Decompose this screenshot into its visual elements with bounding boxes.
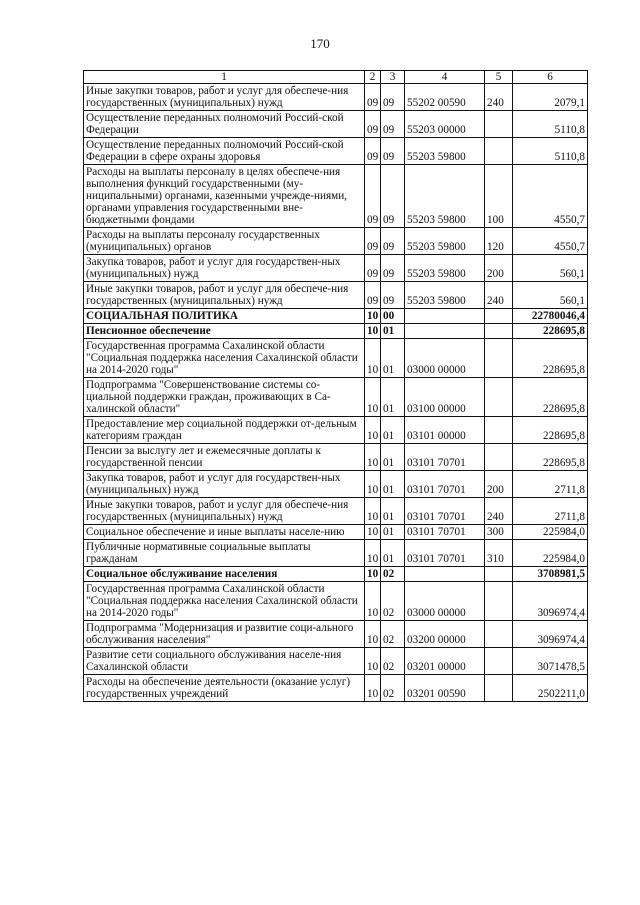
row-target-article: 55203 00000 [405, 111, 485, 138]
row-target-article: 03000 00000 [405, 339, 485, 378]
row-name: Социальное обеспечение и иные выплаты населе-нию [84, 525, 365, 540]
row-subsection: 09 [381, 111, 405, 138]
row-subsection: 02 [381, 675, 405, 702]
budget-table [83, 70, 588, 702]
table-row [84, 282, 588, 309]
table-row [84, 324, 588, 339]
row-subsection: 01 [381, 525, 405, 540]
row-expense-type [485, 675, 513, 702]
row-subsection: 09 [381, 138, 405, 165]
table-row [84, 540, 588, 567]
row-target-article: 55203 59800 [405, 165, 485, 228]
row-name: Предоставление мер социальной поддержки от-дельным категориям граждан [84, 417, 365, 444]
row-expense-type: 200 [485, 471, 513, 498]
row-subsection: 02 [381, 582, 405, 621]
table-row [84, 648, 588, 675]
row-target-article: 03101 70701 [405, 540, 485, 567]
row-section: 09 [365, 111, 381, 138]
row-name: Пенсионное обеспечение [84, 324, 365, 339]
row-amount: 4550,7 [513, 228, 588, 255]
table-row [84, 309, 588, 324]
row-section: 10 [365, 567, 381, 582]
row-expense-type [485, 648, 513, 675]
row-name: Развитие сети социального обслуживания населе-ния Сахалинской области [84, 648, 365, 675]
row-name: Публичные нормативные социальные выплаты гражданам [84, 540, 365, 567]
row-subsection: 00 [381, 309, 405, 324]
row-subsection: 02 [381, 648, 405, 675]
row-expense-type [485, 309, 513, 324]
row-expense-type [485, 324, 513, 339]
row-target-article: 03101 70701 [405, 498, 485, 525]
table-body [84, 84, 588, 702]
row-target-article [405, 567, 485, 582]
row-target-article: 55203 59800 [405, 138, 485, 165]
column-header-subsection: 3 [381, 71, 405, 84]
row-expense-type [485, 417, 513, 444]
row-amount: 228695,8 [513, 444, 588, 471]
table-row [84, 378, 588, 417]
row-name: Пенсии за выслугу лет и ежемесячные доплаты к государственной пенсии [84, 444, 365, 471]
column-header-expense-type: 5 [485, 71, 513, 84]
row-target-article: 55202 00590 [405, 84, 485, 111]
row-amount: 560,1 [513, 255, 588, 282]
row-section: 09 [365, 165, 381, 228]
row-amount: 5110,8 [513, 111, 588, 138]
row-name: Расходы на выплаты персоналу государственных (муниципальных) органов [84, 228, 365, 255]
row-name: Подпрограмма "Совершенствование системы со-циальной поддержки граждан, проживающих в Са-халинской области" [84, 378, 365, 417]
row-name: Закупка товаров, работ и услуг для государствен-ных (муниципальных) нужд [84, 255, 365, 282]
row-amount: 560,1 [513, 282, 588, 309]
row-amount: 2711,8 [513, 471, 588, 498]
row-target-article: 55203 59800 [405, 255, 485, 282]
table-row [84, 444, 588, 471]
row-name: Расходы на выплаты персоналу в целях обеспече-ния выполнения функций государственными (му-ниципальными) органами, казенными учрежде-ниями, органами управления государственными вне-бюджетными фондами [84, 165, 365, 228]
row-amount: 228695,8 [513, 417, 588, 444]
row-section: 09 [365, 282, 381, 309]
row-section: 10 [365, 525, 381, 540]
row-target-article: 55203 59800 [405, 228, 485, 255]
row-section: 10 [365, 582, 381, 621]
row-amount: 22780046,4 [513, 309, 588, 324]
row-expense-type: 300 [485, 525, 513, 540]
row-subsection: 01 [381, 378, 405, 417]
row-target-article: 03201 00000 [405, 648, 485, 675]
table-row [84, 582, 588, 621]
row-section: 10 [365, 648, 381, 675]
row-expense-type [485, 138, 513, 165]
row-amount: 4550,7 [513, 165, 588, 228]
row-target-article: 03101 70701 [405, 525, 485, 540]
row-section: 10 [365, 324, 381, 339]
row-subsection: 01 [381, 540, 405, 567]
row-target-article: 03100 00000 [405, 378, 485, 417]
row-expense-type: 200 [485, 255, 513, 282]
row-subsection: 02 [381, 621, 405, 648]
row-target-article [405, 324, 485, 339]
row-expense-type: 240 [485, 282, 513, 309]
row-target-article: 03200 00000 [405, 621, 485, 648]
row-name: Иные закупки товаров, работ и услуг для обеспече-ния государственных (муниципальных) нужд [84, 84, 365, 111]
row-section: 09 [365, 138, 381, 165]
row-subsection: 01 [381, 498, 405, 525]
row-target-article [405, 309, 485, 324]
row-section: 10 [365, 621, 381, 648]
row-subsection: 09 [381, 165, 405, 228]
row-amount: 228695,8 [513, 324, 588, 339]
column-header-name: 1 [84, 71, 365, 84]
row-name: Закупка товаров, работ и услуг для государствен-ных (муниципальных) нужд [84, 471, 365, 498]
row-section: 10 [365, 309, 381, 324]
row-section: 10 [365, 540, 381, 567]
row-target-article: 03201 00590 [405, 675, 485, 702]
table-row [84, 417, 588, 444]
row-subsection: 01 [381, 444, 405, 471]
row-subsection: 01 [381, 471, 405, 498]
row-subsection: 01 [381, 339, 405, 378]
row-section: 09 [365, 255, 381, 282]
row-amount: 3071478,5 [513, 648, 588, 675]
row-section: 10 [365, 471, 381, 498]
row-subsection: 09 [381, 228, 405, 255]
row-expense-type [485, 339, 513, 378]
row-target-article: 03101 70701 [405, 471, 485, 498]
row-name: Государственная программа Сахалинской области "Социальная поддержка населения Сахалинской области на 2014-2020 годы" [84, 582, 365, 621]
row-section: 10 [365, 378, 381, 417]
table-row [84, 339, 588, 378]
row-expense-type: 240 [485, 498, 513, 525]
row-subsection: 09 [381, 255, 405, 282]
column-header-amount: 6 [513, 71, 588, 84]
row-name: Осуществление переданных полномочий Россий-ской Федерации в сфере охраны здоровья [84, 138, 365, 165]
row-name: Осуществление переданных полномочий Россий-ской Федерации [84, 111, 365, 138]
row-expense-type: 310 [485, 540, 513, 567]
row-name: Социальное обслуживание населения [84, 567, 365, 582]
table-row [84, 138, 588, 165]
row-section: 10 [365, 339, 381, 378]
table-row [84, 255, 588, 282]
row-section: 10 [365, 417, 381, 444]
table-row [84, 165, 588, 228]
table-row [84, 471, 588, 498]
table-row [84, 498, 588, 525]
row-section: 10 [365, 444, 381, 471]
row-section: 10 [365, 675, 381, 702]
column-header-section: 2 [365, 71, 381, 84]
row-subsection: 09 [381, 282, 405, 309]
row-name: Иные закупки товаров, работ и услуг для обеспече-ния государственных (муниципальных) нужд [84, 498, 365, 525]
row-expense-type [485, 444, 513, 471]
row-amount: 2502211,0 [513, 675, 588, 702]
table-row [84, 567, 588, 582]
row-expense-type: 100 [485, 165, 513, 228]
row-target-article: 55203 59800 [405, 282, 485, 309]
row-amount: 228695,8 [513, 378, 588, 417]
row-section: 10 [365, 498, 381, 525]
row-amount: 228695,8 [513, 339, 588, 378]
row-expense-type [485, 567, 513, 582]
row-name: Иные закупки товаров, работ и услуг для обеспече-ния государственных (муниципальных) нужд [84, 282, 365, 309]
row-name: СОЦИАЛЬНАЯ ПОЛИТИКА [84, 309, 365, 324]
row-subsection: 09 [381, 84, 405, 111]
table-row [84, 621, 588, 648]
table-row [84, 84, 588, 111]
table-row [84, 111, 588, 138]
row-expense-type [485, 111, 513, 138]
row-amount: 225984,0 [513, 540, 588, 567]
table-header-row [84, 71, 588, 84]
row-target-article: 03101 70701 [405, 444, 485, 471]
row-amount: 2711,8 [513, 498, 588, 525]
row-expense-type: 120 [485, 228, 513, 255]
row-amount: 5110,8 [513, 138, 588, 165]
row-subsection: 01 [381, 417, 405, 444]
row-subsection: 01 [381, 324, 405, 339]
table-row [84, 525, 588, 540]
row-section: 09 [365, 84, 381, 111]
row-amount: 3708981,5 [513, 567, 588, 582]
row-name: Государственная программа Сахалинской области "Социальная поддержка населения Сахалинской области на 2014-2020 годы" [84, 339, 365, 378]
row-amount: 3096974,4 [513, 621, 588, 648]
table-row [84, 675, 588, 702]
row-subsection: 02 [381, 567, 405, 582]
row-name: Расходы на обеспечение деятельности (оказание услуг) государственных учреждений [84, 675, 365, 702]
row-amount: 2079,1 [513, 84, 588, 111]
row-expense-type [485, 582, 513, 621]
row-amount: 225984,0 [513, 525, 588, 540]
row-name: Подпрограмма "Модернизация и развитие соци-ального обслуживания населения" [84, 621, 365, 648]
column-header-target-article: 4 [405, 71, 485, 84]
row-target-article: 03101 00000 [405, 417, 485, 444]
row-expense-type: 240 [485, 84, 513, 111]
page-number: 170 [310, 36, 330, 51]
table-row [84, 228, 588, 255]
row-expense-type [485, 621, 513, 648]
row-target-article: 03000 00000 [405, 582, 485, 621]
row-section: 09 [365, 228, 381, 255]
row-amount: 3096974,4 [513, 582, 588, 621]
row-expense-type [485, 378, 513, 417]
